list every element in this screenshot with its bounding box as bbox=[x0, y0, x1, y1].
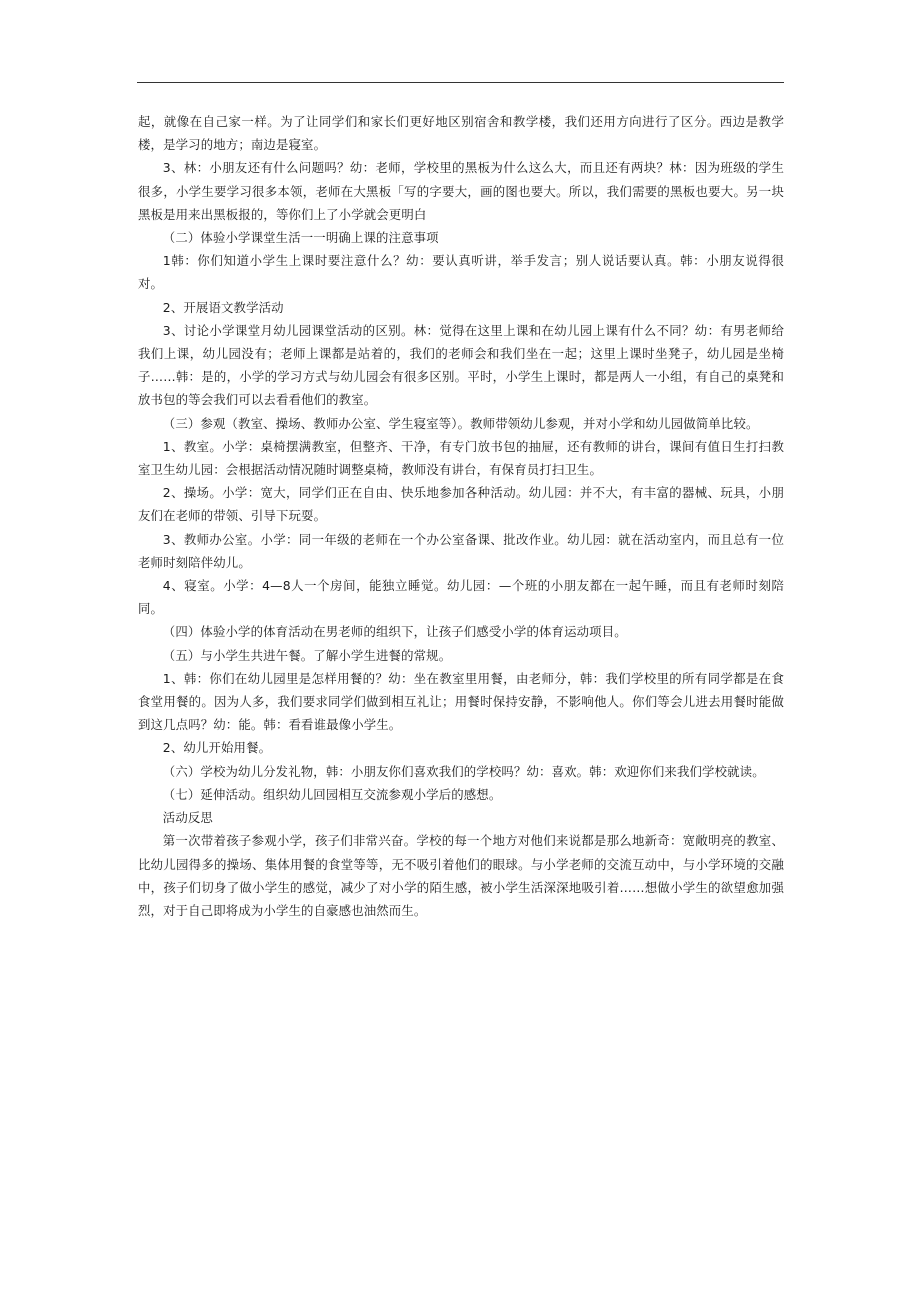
paragraph-18: 活动反思 bbox=[162, 810, 213, 826]
paragraph-6: 3、讨论小学课堂月幼儿园课堂活动的区别。林：觉得在这里上课和在幼儿园上课有什么不同？幼：有男老师给我们上课，幼儿园没有；老师上课都是站着的，我们的老师会和我们坐在一起；这里上课时坐凳子，幼儿园是坐椅子……韩：是的，小学的学习方式与幼儿园会有很多区别。平时，小学生上课时，都是两人一小组，有自己的桌凳和放书包的等会我们可以去看看他们的教室。 bbox=[138, 322, 784, 408]
document-body bbox=[138, 110, 784, 922]
paragraph-9: 2、操场。小学：宽大，同学们正在自由、快乐地参加各种活动。幼儿园：并不大，有丰富的器械、玩具，小朋友们在老师的带领、引导下玩耍。 bbox=[138, 485, 784, 524]
paragraph-15: 2、幼儿开始用餐。 bbox=[162, 740, 272, 756]
paragraph-19: 第一次带着孩子参观小学，孩子们非常兴奋。学校的每一个地方对他们来说都是那么地新奇：宽敞明亮的教室、比幼儿园得多的操场、集体用餐的食堂等等，无不吸引着他们的眼球。与小学老师的交流互动中，与小学环境的交融中，孩子们切身了做小学生的感觉，减少了对小学的陌生感，被小学生活深深地吸引着……想做小学生的欲望愈加强烈，对于自己即将成为小学生的自豪感也油然而生。 bbox=[138, 833, 784, 918]
paragraph-8: 1、教室。小学：桌椅摆满教室，但整齐、干净，有专门放书包的抽屉，还有教师的讲台，课间有值日生打扫教室卫生幼儿园：会根据活动情况随时调整桌椅，教师没有讲台，有保育员打扫卫生。 bbox=[138, 438, 784, 478]
paragraph-10: 3、教师办公室。小学：同一年级的老师在一个办公室备课、批改作业。幼儿园：就在活动室内，而且总有一位老师时刻陪伴幼儿。 bbox=[138, 531, 784, 570]
paragraph-13: （五）与小学生共进午餐。了解小学生进餐的常规。 bbox=[162, 647, 452, 663]
paragraph-1: 起，就像在自己家一样。为了让同学们和家长们更好地区别宿舍和教学楼，我们还用方向进行了区分。西边是教学楼，是学习的地方；南边是寝室。 bbox=[138, 114, 784, 153]
paragraph-4: 1韩：你们知道小学生上课时要注意什么？幼：要认真听讲，举手发言；别人说话要认真。韩：小朋友说得很对。 bbox=[138, 253, 784, 292]
header-rule bbox=[137, 82, 784, 83]
paragraph-17: （七）延伸活动。组织幼儿回园相互交流参观小学后的感想。 bbox=[162, 786, 502, 802]
paragraph-12: （四）体验小学的体育活动在男老师的组织下，让孩子们感受小学的体育运动项目。 bbox=[162, 624, 627, 640]
paragraph-16: （六）学校为幼儿分发礼物，韩：小朋友你们喜欢我们的学校吗？幼：喜欢。韩：欢迎你们来我们学校就读。 bbox=[162, 763, 765, 779]
paragraph-11: 4、寝室。小学：4—8人一个房间，能独立睡觉。幼儿园：—个班的小朋友都在一起午睡，而且有老师时刻陪同。 bbox=[138, 578, 784, 617]
paragraph-2: 3、林：小朋友还有什么问题吗？幼：老师，学校里的黑板为什么这么大，而且还有两块？林：因为班级的学生很多，小学生要学习很多本领，老师在大黑板「写的字要大，画的图也要大。所以，我们需要的黑板也要大。另一块黑板是用来出黑板报的，等你们上了小学就会更明白 bbox=[138, 160, 784, 222]
paragraph-5: 2、开展语文教学活动 bbox=[162, 299, 284, 315]
paragraph-14: 1、韩：你们在幼儿园里是怎样用餐的？幼：坐在教室里用餐，由老师分，韩：我们学校里的所有同学都是在食食堂用餐的。因为人多，我们要求同学们做到相互礼让；用餐时保持安静，不影响他人。你们等会儿进去用餐时能做到这几点吗？幼：能。韩：看看谁最像小学生。 bbox=[138, 670, 784, 733]
paragraph-3: （二）体验小学课堂生活一一明确上课的注意事项 bbox=[162, 230, 439, 246]
paragraph-7: （三）参观（教室、操场、教师办公室、学生寝室等）。教师带领幼儿参观，并对小学和幼儿园做简单比较。 bbox=[162, 415, 759, 431]
